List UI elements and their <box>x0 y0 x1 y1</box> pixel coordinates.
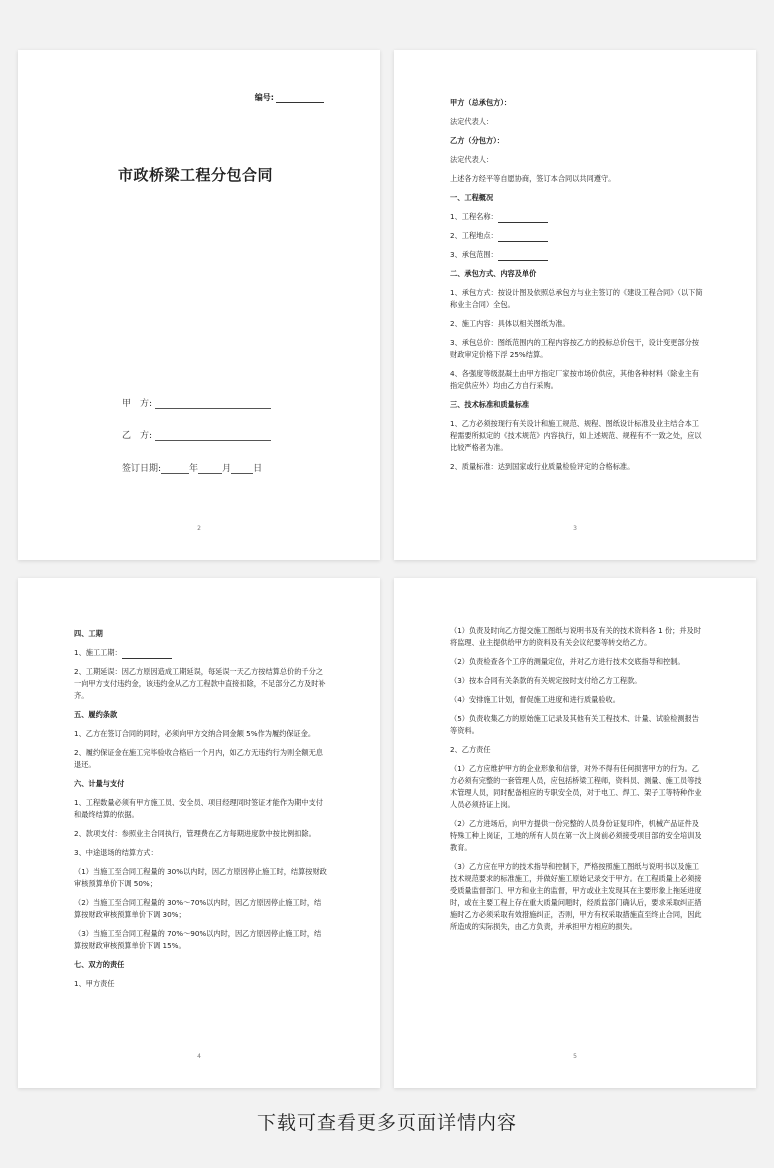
page-number: 5 <box>573 1053 577 1060</box>
paragraph-text: 1、乙方必须按现行有关设计和施工规范、规程、图纸设计标准及业主结合本工程需要所拟定的《技术规范》内容执行，如上述规范、规程有不一致之处，应以比较严格者为准。 <box>450 419 702 452</box>
paragraph-text: 2、款项支付：参照业主合同执行，管理费在乙方每期进度款中按比例扣除。 <box>74 829 316 838</box>
fill-in-blank <box>498 252 548 261</box>
paragraph-text: 七、双方的责任 <box>74 960 125 969</box>
paragraph-text: 1、甲方责任 <box>74 979 115 988</box>
paragraph-text: 二、承包方式、内容及单价 <box>450 269 537 278</box>
paragraph <box>450 675 704 687</box>
section-heading <box>74 778 328 790</box>
paragraph-text: （3）按本合同有关条款的有关规定按时支付给乙方工程款。 <box>450 676 642 685</box>
paragraph <box>450 625 704 649</box>
paragraph-text: 四、工期 <box>74 629 103 638</box>
paragraph <box>450 713 704 737</box>
section-heading <box>450 192 704 204</box>
paragraph <box>74 828 328 840</box>
fill-in-blank <box>498 233 548 242</box>
page-4 <box>18 578 380 1088</box>
paragraph <box>450 230 704 242</box>
paragraph <box>450 287 704 311</box>
paragraph-text: （3）乙方应在甲方的技术指导和控制下，严格按照施工图纸与说明书以及施工技术规范要求的标准施工，并做好施工原始记录交于甲方。在工程质量上必须接受质量监督部门、甲方和业主的监督，甲方或业主发现其在主要形象上拖延进度时，或在主要工程上存在重大质量问题时，经质监部门确认后，要求采取纠正措施时乙方必须采取有效措施纠正，否则，甲方有权采取措施直至终止合同，因此所造成的实际损失，由乙方负责，并承担甲方相应的损失。 <box>450 862 702 931</box>
paragraph-text: 1、乙方在签订合同的同时，必须向甲方交纳合同金额 5%作为履约保证金。 <box>74 729 316 738</box>
party-b-label: 乙 方: <box>122 431 153 441</box>
paragraph-text: 乙方（分包方）： <box>450 136 504 145</box>
paragraph-text: 2、工期延误：因乙方原因造成工期延误，每延误一天乙方按结算总价的千分之一向甲方支付违约金，该违约金从乙方工程款中直接扣除，不足部分乙方及时补齐。 <box>74 667 326 700</box>
page-number: 2 <box>197 525 201 532</box>
paragraph-text: 甲方（总承包方）： <box>450 98 512 107</box>
paragraph <box>74 647 328 659</box>
month-blank <box>198 464 222 474</box>
signing-date-field <box>122 461 262 474</box>
paragraph-text: 2、质量标准：达到国家或行业质量检验评定的合格标准。 <box>450 462 635 471</box>
paragraph-text: 1、施工工期： <box>74 648 122 657</box>
day-blank <box>231 464 253 474</box>
paragraph <box>74 728 328 740</box>
fill-in-blank <box>122 650 172 659</box>
paragraph <box>74 928 328 952</box>
paragraph-text: （2）当施工至合同工程量的 30%～70%以内时，因乙方原因停止施工时，结算按财政审核预算单价下调 30%； <box>74 898 322 919</box>
paragraph-text: 六、计量与支付 <box>74 779 125 788</box>
paragraph <box>450 116 704 128</box>
paragraph <box>74 978 328 990</box>
contract-title: 市政桥梁工程分包合同 <box>118 166 274 184</box>
paragraph <box>450 249 704 261</box>
paragraph <box>450 154 704 166</box>
party-b-blank <box>155 431 271 441</box>
paragraph-text: 1、承包方式：按设计图及依照总承包方与业主签订的《建设工程合同》（以下简称业主合同）全包。 <box>450 288 703 309</box>
party-b-field <box>122 428 271 441</box>
day-label: 日 <box>253 464 263 474</box>
paragraph <box>450 694 704 706</box>
paragraph-text: 三、技术标准和质量标准 <box>450 400 530 409</box>
paragraph-text: （5）负责收集乙方的原始施工记录及其他有关工程技术、计量、试验检测报告等资料。 <box>450 714 699 735</box>
year-label: 年 <box>189 464 199 474</box>
paragraph <box>450 744 704 756</box>
paragraph <box>450 818 704 854</box>
paragraph-text: 3、中途退场的结算方式： <box>74 848 158 857</box>
page-3-content <box>450 97 704 480</box>
paragraph <box>450 763 704 811</box>
paragraph-text: 2、工程地点： <box>450 231 498 240</box>
paragraph-text: 一、工程概况 <box>450 193 494 202</box>
contract-number-label: 编号: <box>254 93 274 102</box>
page-4-content <box>74 628 328 997</box>
page-number: 4 <box>197 1053 201 1060</box>
page-3 <box>394 50 756 560</box>
signing-date-label: 签订日期: <box>122 464 162 474</box>
paragraph-text: 4、各强度等级混凝土由甲方指定厂家按市场价供应，其他各种材料（除业主有指定供应外）均由乙方自行采购。 <box>450 369 699 390</box>
paragraph-text: （1）负责及时向乙方提交施工图纸与说明书及有关的技术资料各 1 份；并及时将监理、业主提供给甲方的资料及有关会议纪要等转交给乙方。 <box>450 626 701 647</box>
month-label: 月 <box>222 464 232 474</box>
section-heading <box>74 628 328 640</box>
paragraph-text: （1）乙方应维护甲方的企业形象和信誉，对外不得有任何损害甲方的行为。乙方必须有完整的一套管理人员，应包括桥梁工程师，资料员、测量、施工员等技术管理人员，同时配备相应的专职安全员，对于电工、焊工、架子工等特种作业人员必须持证上岗。 <box>450 764 702 809</box>
paragraph <box>74 666 328 702</box>
paragraph-text: 1、工程名称： <box>450 212 498 221</box>
paragraph-text: 五、履约条款 <box>74 710 118 719</box>
paragraph-text: （2）乙方进场后，向甲方提供一份完整的人员身份证复印件，机械产品证件及特殊工种上岗证，工地的所有人员在第一次上岗前必须接受项目部的安全培训及教育。 <box>450 819 702 852</box>
fill-in-blank <box>498 214 548 223</box>
page-cover <box>18 50 380 560</box>
paragraph <box>450 318 704 330</box>
paragraph-text: （1）当施工至合同工程量的 30%以内时，因乙方原因停止施工时，结算按财政审核预算单价下调 50%； <box>74 867 327 888</box>
page-5 <box>394 578 756 1088</box>
paragraph-text: 3、承包范围： <box>450 250 498 259</box>
paragraph <box>450 656 704 668</box>
contract-number-blank <box>276 94 324 103</box>
paragraph <box>74 847 328 859</box>
paragraph <box>450 211 704 223</box>
paragraph-text: 2、乙方责任 <box>450 745 491 754</box>
paragraph-text: 法定代表人： <box>450 117 494 126</box>
paragraph <box>450 461 704 473</box>
download-caption: 下载可查看更多页面详情内容 <box>256 1112 517 1134</box>
section-heading <box>450 135 704 147</box>
paragraph <box>74 897 328 921</box>
paragraph-text: 2、施工内容：具体以相关图纸为准。 <box>450 319 570 328</box>
section-heading <box>74 959 328 971</box>
paragraph <box>74 797 328 821</box>
party-a-blank <box>155 399 271 409</box>
paragraph-text: 1、工程数量必须有甲方施工员、安全员、项目经理同时签证才能作为期中支付和最终结算的依据。 <box>74 798 323 819</box>
paragraph <box>450 173 704 185</box>
contract-number <box>255 92 324 103</box>
party-a-label: 甲 方: <box>122 399 153 409</box>
year-blank <box>161 464 189 474</box>
paragraph <box>450 418 704 454</box>
paragraph-text: （4）安排施工计划，督促施工进度和进行质量验收。 <box>450 695 620 704</box>
paragraph <box>74 866 328 890</box>
paragraph-text: 3、承包总价：图纸范围内的工程内容按乙方的投标总价包干，设计变更部分按财政审定价格下浮 25%结算。 <box>450 338 699 359</box>
paragraph-text: （2）负责检查各个工序的测量定位，并对乙方进行技术交底指导和控制。 <box>450 657 685 666</box>
page-number: 3 <box>573 525 577 532</box>
section-heading <box>450 399 704 411</box>
paragraph-text: 法定代表人： <box>450 155 494 164</box>
page-5-content <box>450 625 704 940</box>
paragraph-text: 2、履约保证金在施工完毕验收合格后一个月内，如乙方无违约行为则全额无息退还。 <box>74 748 323 769</box>
paragraph <box>450 368 704 392</box>
paragraph-text: （3）当施工至合同工程量的 70%～90%以内时，因乙方原因停止施工时，结算按财政审核预算单价下调 15%。 <box>74 929 322 950</box>
paragraph <box>450 861 704 933</box>
paragraph <box>74 747 328 771</box>
section-heading <box>74 709 328 721</box>
paragraph-text: 上述各方经平等自愿协商，签订本合同以共同遵守。 <box>450 174 616 183</box>
paragraph <box>450 337 704 361</box>
section-heading <box>450 268 704 280</box>
party-a-field <box>122 396 271 409</box>
section-heading <box>450 97 704 109</box>
